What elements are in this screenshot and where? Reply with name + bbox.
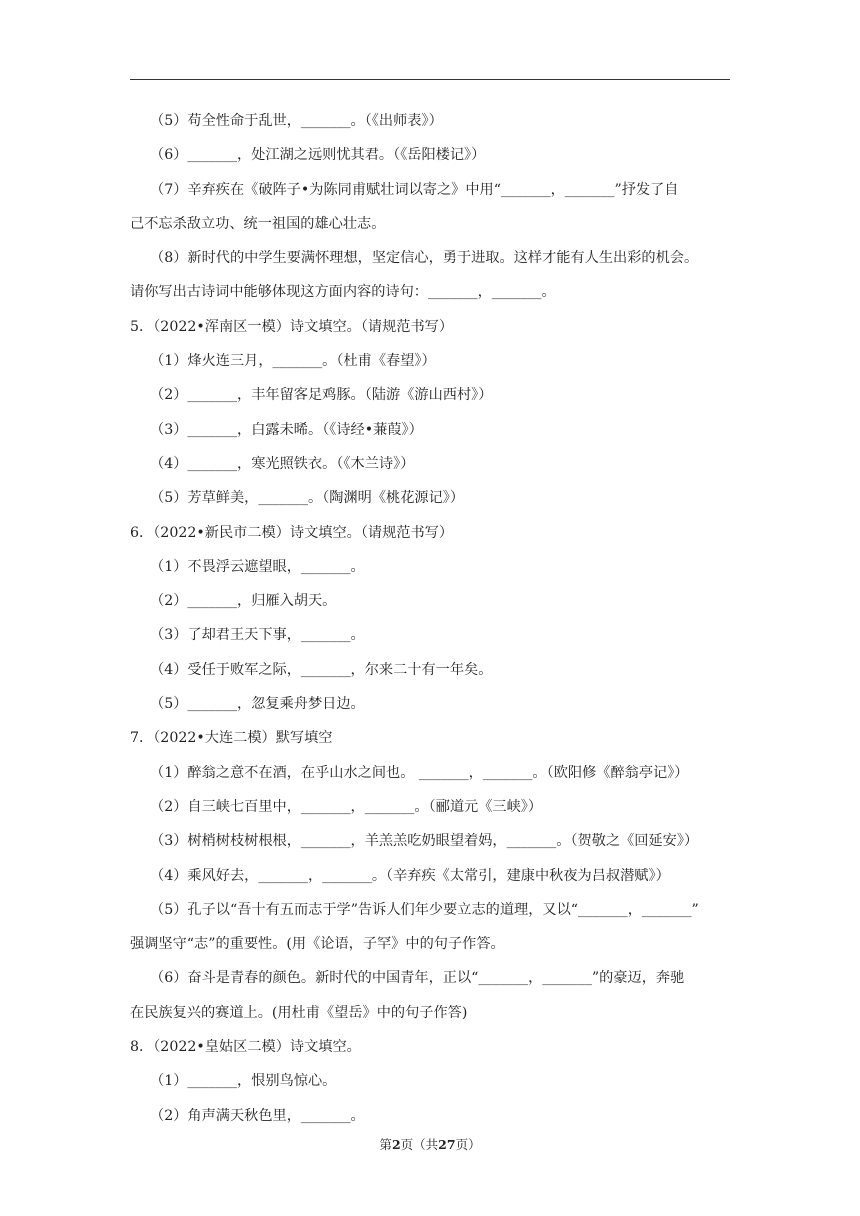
question-item-continuation: 强调坚守“志”的重要性。(用《论语，子罕》中的句子作答。	[130, 936, 505, 953]
question-item-continuation: 请你写出古诗词中能够体现这方面内容的诗句：_______，_______。	[130, 284, 556, 301]
question-item: （6）奋斗是青春的颜色。新时代的中国青年，正以“_______，_______”的豪迈，奔驰	[150, 970, 685, 987]
question-heading-8: 8．（2022•皇姑区二模）诗文填空。	[130, 1039, 361, 1056]
question-item: （4）受任于败军之际，_______，尔来二十有一年矣。	[150, 661, 493, 678]
question-item: （5）苟全性命于乱世，_______。（《出师表》）	[150, 113, 443, 129]
question-item: （5）孔子以“吾十有五而志于学”告诉人们年少要立志的道理，又以“_______，_______”	[150, 901, 699, 918]
question-item: （4）乘风好去，_______，_______。（辛弃疾《太常引，建康中秋夜为吕叔潜赋》）	[150, 867, 670, 884]
question-item: （4）_______，寒光照铁衣。（《木兰诗》）	[150, 455, 415, 472]
question-item: （5）_______，忽复乘舟梦日边。	[150, 696, 365, 713]
question-item: （3）了却君王天下事，_______。	[150, 627, 365, 644]
question-item: （8）新时代的中学生要满怀理想，坚定信心，勇于进取。这样才能有人生出彩的机会。	[150, 250, 699, 267]
header-rule	[130, 79, 730, 80]
question-item-continuation: 在民族复兴的赛道上。(用杜甫《望岳》中的句子作答)	[130, 1004, 468, 1021]
question-item: （2）自三峡七百里中，_______，_______。（郦道元《三峡》）	[150, 798, 543, 815]
question-heading-5: 5．（2022•浑南区一模）诗文填空。（请规范书写）	[130, 318, 454, 335]
question-item: （1）不畏浮云遮望眼，_______。	[150, 558, 365, 575]
question-item: （7）辛弃疾在《破阵子•为陈同甫赋壮词以寄之》中用“_______，_______”抒发了自	[150, 181, 679, 198]
question-item: （2）角声满天秋色里，_______。	[150, 1107, 365, 1124]
footer-suffix: 页）	[455, 1137, 481, 1152]
question-item: （1）烽火连三月，_______。（杜甫《春望》）	[150, 353, 436, 370]
question-item: （5）芳草鲜美，_______。（陶渊明《桃花源记》）	[150, 490, 465, 507]
question-item: （2）_______，丰年留客足鸡豚。（陆游《游山西村》）	[150, 387, 493, 404]
question-heading-7: 7．（2022•大连二模）默写填空	[130, 730, 333, 747]
question-item: （1）_______，恨别鸟惊心。	[150, 1073, 337, 1090]
question-item: （2）_______，归雁入胡天。	[150, 593, 337, 610]
question-item: （1）醉翁之意不在酒，在乎山水之间也。 _______，_______。（欧阳修《醉翁亭记》）	[150, 764, 689, 781]
footer-page-number: 2	[391, 1137, 401, 1152]
question-item-continuation: 己不忘杀敌立功、统一祖国的雄心壮志。	[130, 215, 386, 232]
page-footer	[0, 1137, 860, 1153]
footer-total-pages: 27	[438, 1137, 456, 1152]
question-heading-6: 6．（2022•新民市二模）诗文填空。（请规范书写）	[130, 524, 454, 541]
question-item: （3）树梢树枝树根根，_______，羊羔羔吃奶眼望着妈，_______。（贺敬之《回延安》）	[150, 833, 699, 850]
footer-middle: 页（共	[400, 1137, 439, 1152]
document-body	[130, 104, 730, 1133]
question-item: （3）_______，白露未晞。（《诗经•蒹葭》）	[150, 421, 423, 438]
question-item: （6）_______，处江湖之远则忧其君。（《岳阳楼记》）	[150, 147, 486, 164]
footer-prefix: 第	[379, 1137, 392, 1152]
